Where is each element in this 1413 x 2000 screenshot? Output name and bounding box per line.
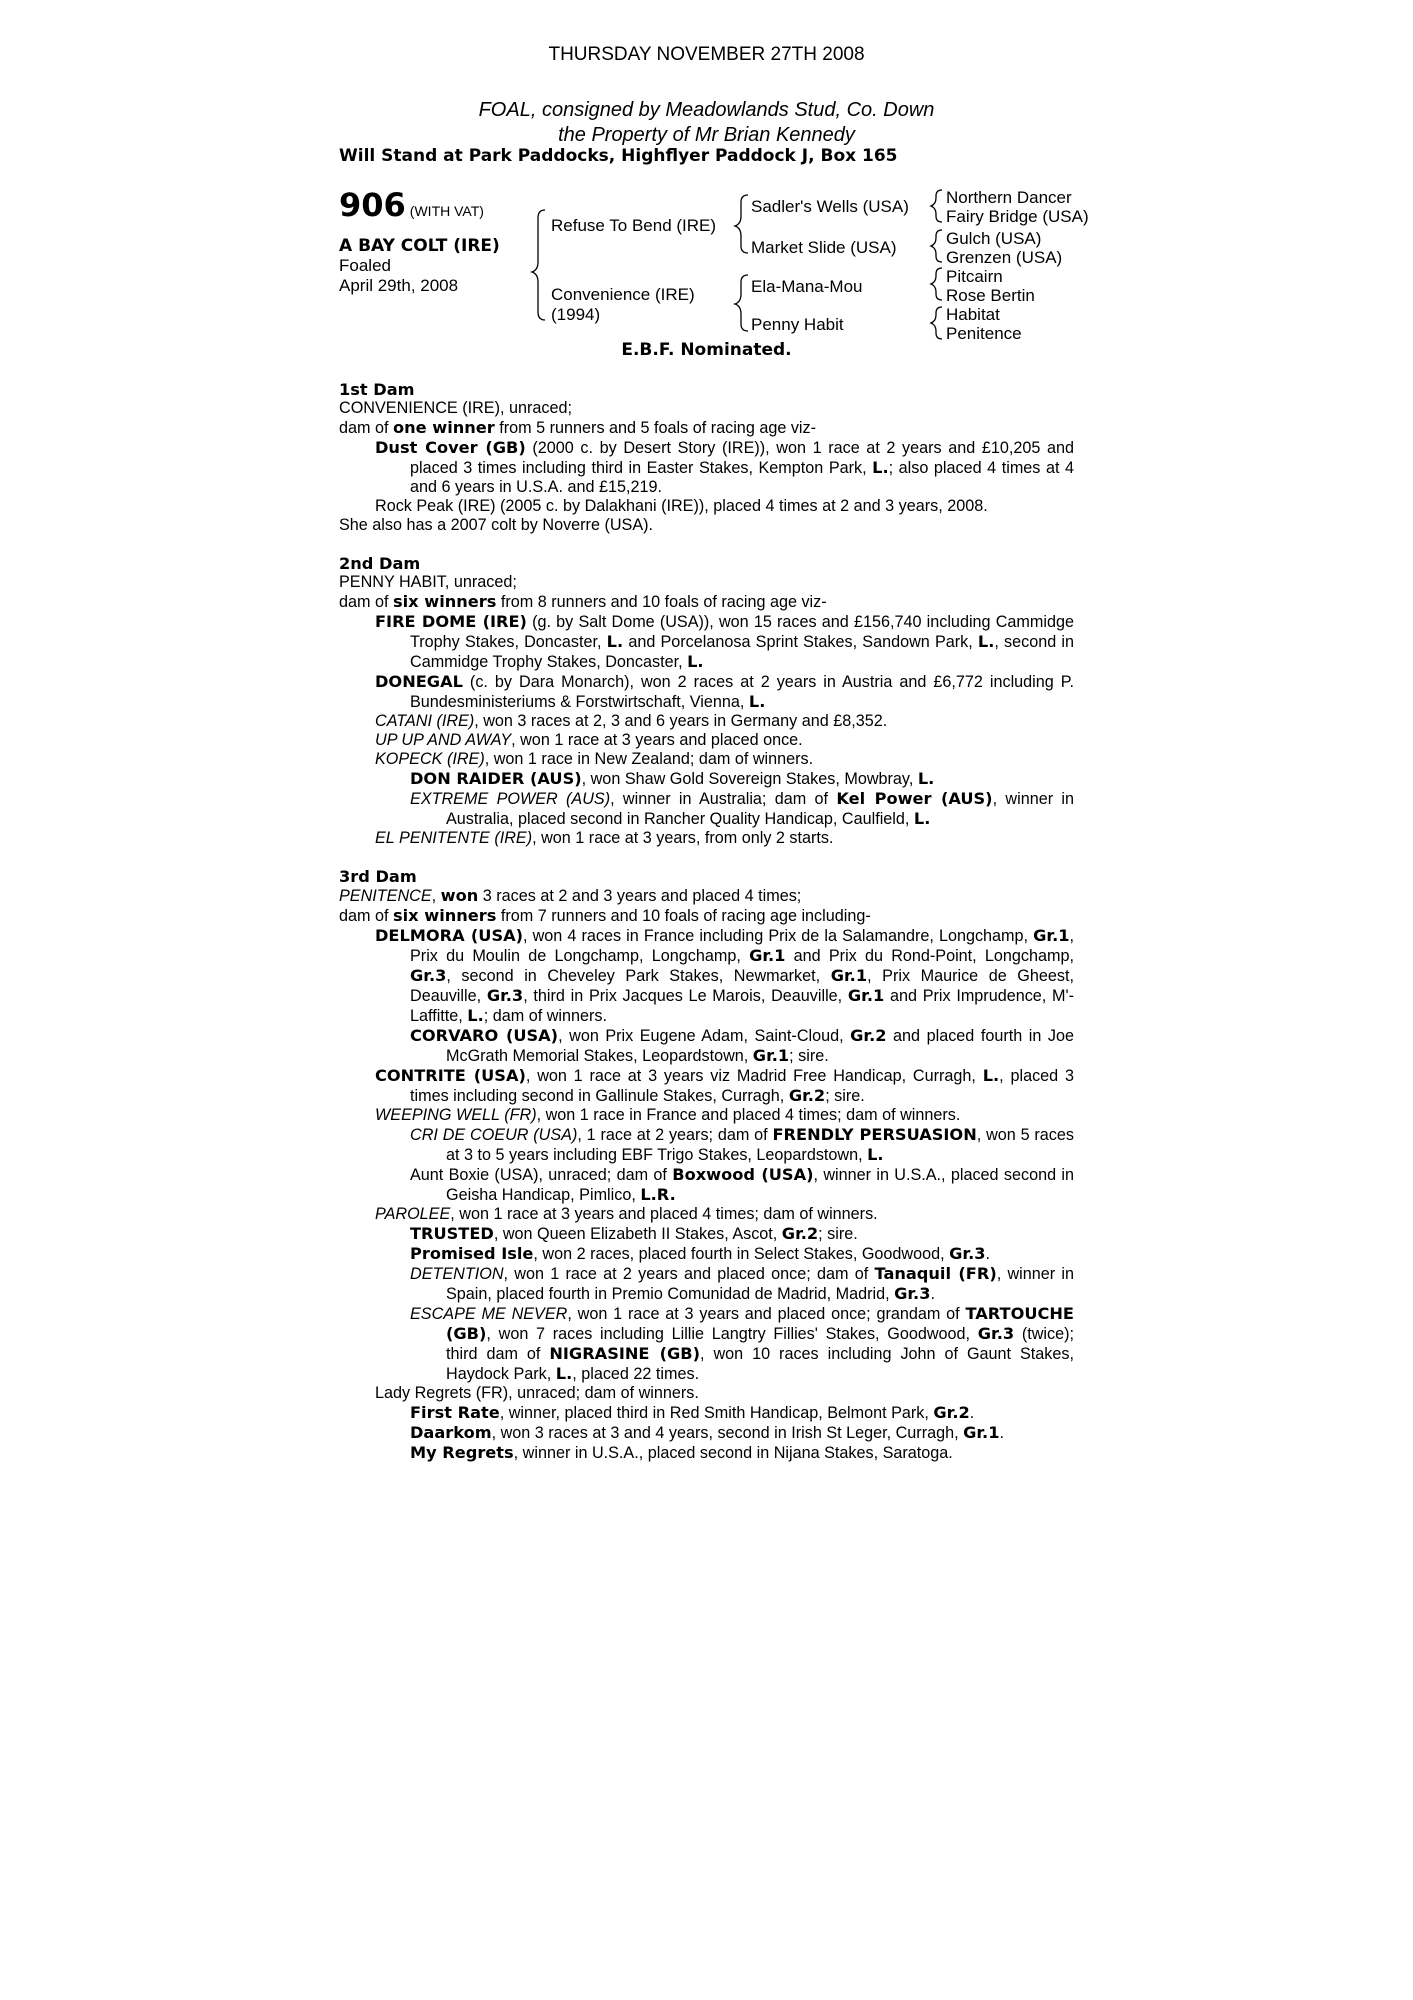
produce-entry: DONEGAL (c. by Dara Monarch), won 2 races at 2 years in Austria and £6,772 including P. Bundesministeriums & Forstwirtschaft, Vienna, L. [375, 672, 1074, 711]
pedigree-dss: Pitcairn [946, 267, 1003, 286]
dam-of-line: dam of one winner from 5 runners and 5 foals of racing age viz- [339, 418, 816, 437]
third-dam-section [339, 867, 1074, 1463]
produce-entry: CORVARO (USA), won Prix Eugene Adam, Saint-Cloud, Gr.2 and placed fourth in Joe McGrath Memorial Stakes, Leopardstown, Gr.1; sire. [410, 1026, 1074, 1065]
pedigree-sdd: Grenzen (USA) [946, 248, 1063, 267]
pedigree-sire: Refuse To Bend (IRE) [551, 216, 717, 235]
section-heading: 2nd Dam [339, 554, 421, 573]
produce-entry: CONTRITE (USA), won 1 race at 3 years viz Madrid Free Handicap, Curragh, L., placed 3 times including second in Gallinule Stakes, Curragh, Gr.2; sire. [375, 1066, 1074, 1105]
produce-entry: Rock Peak (IRE) (2005 c. by Dalakhani (IRE)), placed 4 times at 2 and 3 years, 2008. [375, 497, 988, 515]
pedigree-sire-sire: Sadler's Wells (USA) [751, 197, 909, 216]
brace-dd [931, 307, 942, 339]
foaled-label: Foaled [339, 256, 391, 275]
pedigree-sss: Northern Dancer [946, 188, 1072, 207]
pedigree-dsd: Rose Bertin [946, 286, 1035, 305]
pedigree-sds: Gulch (USA) [946, 229, 1042, 248]
produce-entry: ESCAPE ME NEVER, won 1 race at 3 years and placed once; grandam of TARTOUCHE (GB), won 7 races including Lillie Langtry Fillies' Stakes, Goodwood, Gr.3 (twice); third dam of NIGRASINE (GB), won 10 races including John of Gaunt Stakes, Haydock Park, L., placed 22 times. [410, 1304, 1075, 1383]
pedigree-ssd: Fairy Bridge (USA) [946, 207, 1089, 226]
pedigree-ddd: Penitence [946, 324, 1022, 343]
brace-ds [931, 268, 942, 300]
produce-entry: Dust Cover (GB) (2000 c. by Desert Story (IRE)), won 1 race at 2 years and £10,205 and placed 3 times including third in Easter Stakes, Kempton Park, L.; also placed 4 times at 4 and 6 years in U.S.A. and £15,219. [375, 438, 1074, 496]
dam-of-line: dam of six winners from 7 runners and 10 foals of racing age including- [339, 906, 871, 925]
produce-entry: EXTREME POWER (AUS), winner in Australia; dam of Kel Power (AUS), winner in Australia, placed second in Rancher Quality Handicap, Caulfield, L. [410, 789, 1075, 828]
produce-entry: CRI DE COEUR (USA), 1 race at 2 years; dam of FRENDLY PERSUASION, won 5 races at 3 to 5 years including EBF Trigo Stakes, Leopardstown, L. [410, 1125, 1074, 1164]
produce-entry: DETENTION, won 1 race at 2 years and placed once; dam of Tanaquil (FR), winner in Spain, placed fourth in Premio Comunidad de Madrid, Madrid, Gr.3. [410, 1264, 1074, 1303]
brace-dam [735, 275, 748, 331]
second-dam-section [339, 554, 1074, 848]
produce-entry: Lady Regrets (FR), unraced; dam of winners. [375, 1384, 699, 1402]
produce-entry: PAROLEE, won 1 race at 3 years and placed 4 times; dam of winners. [375, 1205, 878, 1223]
dam-of-line: dam of six winners from 8 runners and 10 foals of racing age viz- [339, 592, 827, 611]
horse-name: A BAY COLT (IRE) [339, 236, 500, 256]
dam-name-line: CONVENIENCE (IRE), unraced; [339, 399, 572, 417]
produce-entry: KOPECK (IRE), won 1 race in New Zealand; dam of winners. [375, 750, 814, 768]
brace-sd [931, 230, 942, 262]
produce-entry: First Rate, winner, placed third in Red Smith Handicap, Belmont Park, Gr.2. [410, 1403, 975, 1422]
brace-ss [931, 190, 942, 222]
owner-line: the Property of Mr Brian Kennedy [558, 124, 855, 146]
produce-entry: UP UP AND AWAY, won 1 race at 3 years and placed once. [375, 731, 803, 749]
foaled-date: April 29th, 2008 [339, 276, 459, 295]
produce-entry: Daarkom, won 3 races at 3 and 4 years, second in Irish St Leger, Curragh, Gr.1. [410, 1423, 1004, 1442]
produce-entry: My Regrets, winner in U.S.A., placed second in Nijana Stakes, Saratoga. [410, 1443, 953, 1462]
also-has-line: She also has a 2007 colt by Noverre (USA). [339, 516, 654, 534]
pedigree-dam: Convenience (IRE) [551, 285, 695, 304]
pedigree-braces [0, 0, 1413, 360]
brace-sire [735, 195, 748, 253]
catalogue-body [339, 380, 1074, 1463]
vat-label: (WITH VAT) [409, 203, 484, 219]
lot-number: 906 [339, 186, 406, 224]
produce-entry: EL PENITENTE (IRE), won 1 race at 3 years, from only 2 starts. [375, 829, 834, 847]
produce-entry: TRUSTED, won Queen Elizabeth II Stakes, Ascot, Gr.2; sire. [410, 1224, 858, 1243]
pedigree-dam-year: (1994) [551, 305, 601, 324]
pedigree-dds: Habitat [946, 305, 1000, 324]
section-heading: 3rd Dam [339, 867, 417, 886]
produce-entry: WEEPING WELL (FR), won 1 race in France and placed 4 times; dam of winners. [375, 1106, 961, 1124]
produce-entry: Aunt Boxie (USA), unraced; dam of Boxwood (USA), winner in U.S.A., placed second in Geisha Handicap, Pimlico, L.R. [410, 1165, 1074, 1204]
sale-date: THURSDAY NOVEMBER 27TH 2008 [548, 44, 865, 65]
consignor-line: FOAL, consigned by Meadowlands Stud, Co. Down [478, 99, 935, 121]
pedigree-dam-dam: Penny Habit [751, 315, 844, 334]
pedigree-dam-sire: Ela-Mana-Mou [751, 277, 863, 296]
pedigree-sire-dam: Market Slide (USA) [751, 238, 897, 257]
produce-entry: DON RAIDER (AUS), won Shaw Gold Sovereign Stakes, Mowbray, L. [410, 769, 935, 788]
dam-name-line: PENNY HABIT, unraced; [339, 573, 517, 591]
stand-location: Will Stand at Park Paddocks, Highflyer Paddock J, Box 165 [339, 146, 898, 166]
produce-entry: FIRE DOME (IRE) (g. by Salt Dome (USA)), won 15 races and £156,740 including Cammidge Trophy Stakes, Doncaster, L. and Porcelanosa Sprint Stakes, Sandown Park, L., second in Cammidge Trophy Stakes, Doncaster, L. [375, 612, 1075, 671]
dam-name-line: PENITENCE, won 3 races at 2 and 3 years and placed 4 times; [339, 886, 802, 905]
brace-gen1 [532, 210, 545, 320]
produce-entry: Promised Isle, won 2 races, placed fourth in Select Stakes, Goodwood, Gr.3. [410, 1244, 990, 1263]
ebf-nominated: E.B.F. Nominated. [621, 340, 792, 360]
produce-entry: CATANI (IRE), won 3 races at 2, 3 and 6 years in Germany and £8,352. [375, 712, 888, 730]
section-heading: 1st Dam [339, 380, 415, 399]
produce-entry: DELMORA (USA), won 4 races in France including Prix de la Salamandre, Longchamp, Gr.1, Prix du Moulin de Longchamp, Longchamp, Gr.1 and Prix du Rond-Point, Longchamp, Gr.3, second in Cheveley Park Stakes, Newmarket, Gr.1, Prix Maurice de Gheest, Deauville, Gr.3, third in Prix Jacques Le Marois, Deauville, Gr.1 and Prix Imprudence, M'-Laffitte, L.; dam of winners. [375, 926, 1074, 1025]
first-dam-section [339, 380, 1074, 535]
